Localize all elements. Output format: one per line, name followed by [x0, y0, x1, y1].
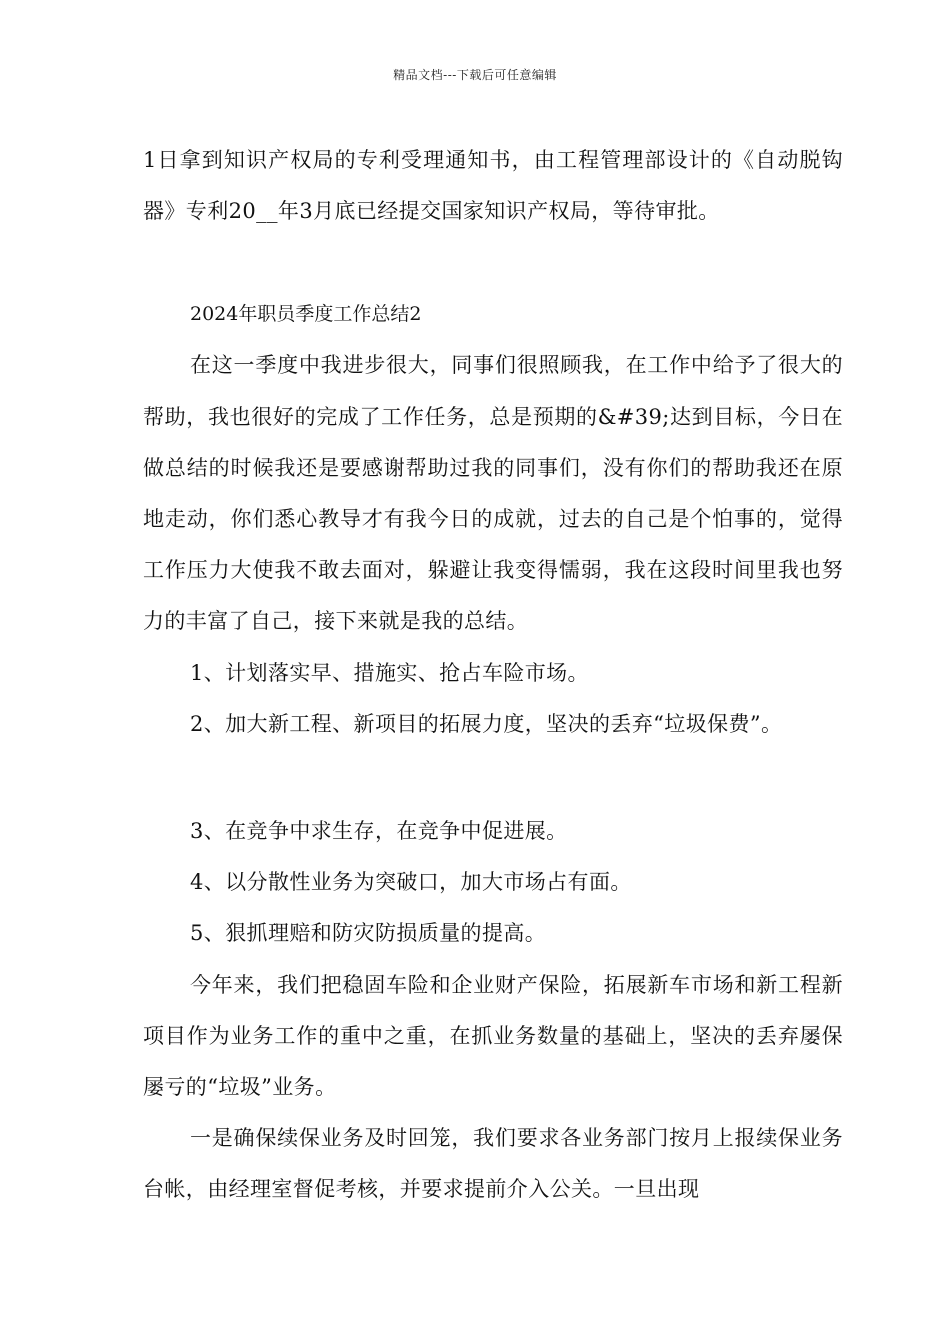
section-heading: 2024年职员季度工作总结2 — [190, 303, 422, 326]
document-body — [143, 135, 843, 1216]
paragraph-renewal: 一是确保续保业务及时回笼，我们要求各业务部门按月上报续保业务台帐，由经理室督促考核，并要求提前介入公关。一旦出现 — [143, 1126, 843, 1202]
page-header: 精品文档---下载后可任意编辑 — [393, 68, 557, 82]
spacer — [143, 237, 843, 289]
list-item-5: 5、狠抓理赔和防灾防损质量的提高。 — [190, 921, 547, 946]
paragraph-this-year: 今年来，我们把稳固车险和企业财产保险，拓展新车市场和新工程新项目作为业务工作的重中之重，在抓业务数量的基础上，坚决的丢弃屡保屡亏的“垃圾”业务。 — [143, 972, 843, 1100]
list-item-4: 4、以分散性业务为突破口，加大市场占有面。 — [190, 870, 632, 895]
paragraph-patent: 1日拿到知识产权局的专利受理通知书，由工程管理部设计的《自动脱钩器》专利20__年3月底已经提交国家知识产权局，等待审批。 — [143, 148, 843, 224]
list-item-3: 3、在竞争中求生存，在竞争中促进展。 — [190, 819, 568, 844]
list-item-2: 2、加大新工程、新项目的拓展力度，坚决的丢弃“垃圾保费”。 — [190, 711, 783, 736]
spacer — [143, 750, 843, 806]
paragraph-intro: 在这一季度中我进步很大，同事们很照顾我，在工作中给予了很大的帮助，我也很好的完成了工作任务，总是预期的&#39;达到目标，今日在做总结的时候我还是要感谢帮助过我的同事们，没有你们的帮助我还在原地走动，你们悉心教导才有我今日的成就，过去的自己是个怕事的，觉得工作压力大使我不敢去面对，躲避让我变得懦弱，我在这段时间里我也努力的丰富了自己，接下来就是我的总结。 — [143, 353, 843, 634]
list-item-1: 1、计划落实早、措施实、抢占车险市场。 — [190, 660, 589, 685]
